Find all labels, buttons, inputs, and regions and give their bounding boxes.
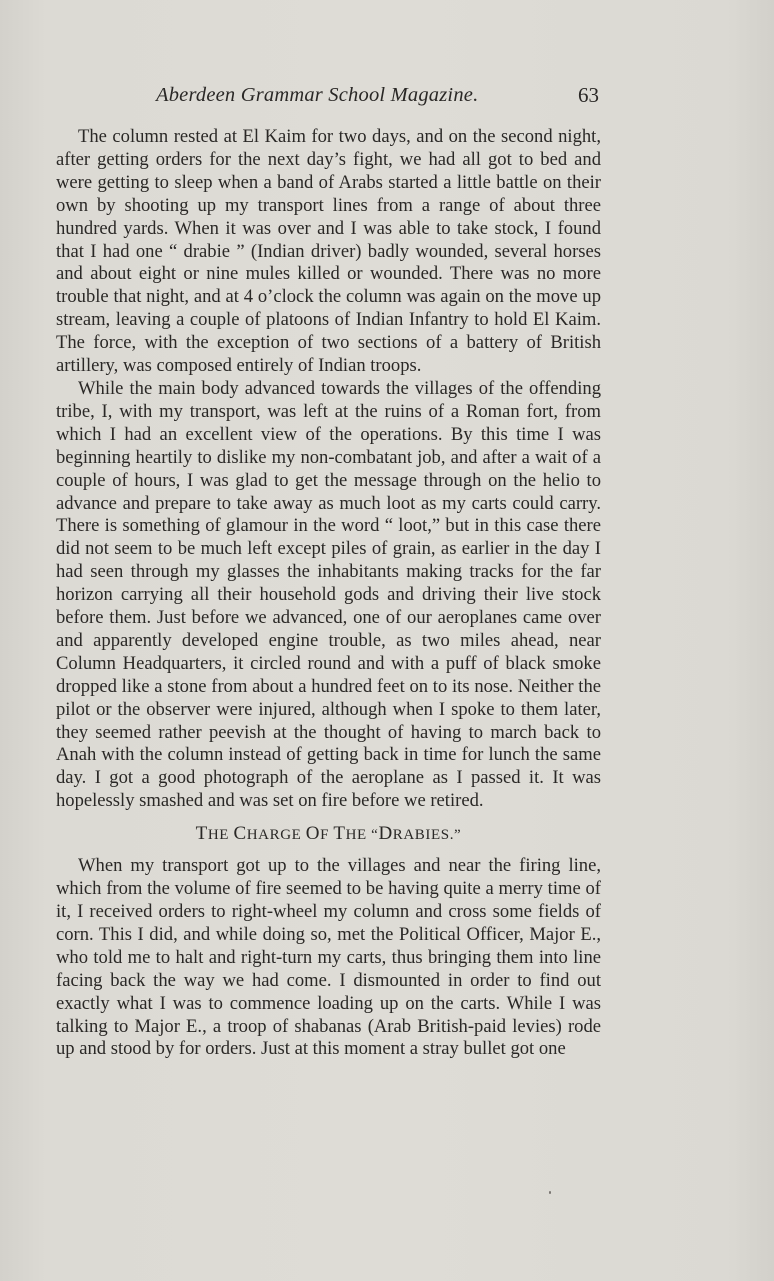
article-body <box>56 126 601 1061</box>
paragraph-3: When my transport got up to the villages and near the firing line, which from the volume of fire seemed to be having quite a merry time of it, I received orders to right-wheel my column and cross some fields of corn. This I did, and while doing so, met the Political Officer, Major E., who told me to halt and right-turn my carts, thus bringing them into line facing back the way we had come. I dismounted in order to find out exactly what I was to commence loading up on the carts. While I was talking to Major E., a troop of shabanas (Arab British-paid levies) rode up and stood by for orders. Just at this moment a stray bullet got one <box>56 855 601 1060</box>
section-heading: THE CHARGE OF THE “DRABIES.” <box>195 823 462 845</box>
page-number: 63 <box>578 83 599 107</box>
paragraph-1: The column rested at El Kaim for two days, and on the second night, after getting orders for the next day’s fight, we had all got to bed and were getting to sleep when a band of Arabs started a little battle on their own by shooting up my transport lines from a range of about three hundred yards. When it was over and I was able to take stock, I found that I had one “ drabie ” (Indian driver) badly wounded, several horses and about eight or nine mules killed or wounded. There was no more trouble that night, and at 4 o’clock the column was again on the move up stream, leaving a couple of platoons of Indian Infantry to hold El Kaim. The force, with the exception of two sections of a battery of British artillery, was composed entirely of Indian troops. <box>56 126 601 377</box>
running-header <box>0 84 774 114</box>
paragraph-2: While the main body advanced towards the villages of the offending tribe, I, with my transport, was left at the ruins of a Roman fort, from which I had an excellent view of the operations. By this time I was beginning heartily to dislike my non-combatant job, and after a wait of a couple of hours, I was glad to get the message through on the helio to advance and prepare to take away as much loot as my carts could carry. There is something of glamour in the word “ loot,” but in this case there did not seem to be much left except piles of grain, as earlier in the day I had seen through my glasses the inhabitants making tracks for the far horizon carrying all their household gods and driving their live stock before them. Just before we advanced, one of our aeroplanes came over and apparently developed engine trouble, as two miles ahead, near Column Headquarters, it circled round and with a puff of black smoke dropped like a stone from about a hundred feet on to its nose. Neither the pilot or the observer were injured, although when I spoke to them later, they seemed rather peevish at the thought of having to march back to Anah with the column instead of getting back in time for lunch the same day. I got a good photograph of the aeroplane as I passed it. It was hopelessly smashed and was set on fire before we retired. <box>56 377 601 812</box>
paper-speck <box>549 1191 551 1194</box>
running-title: Aberdeen Grammar School Magazine. <box>156 84 479 106</box>
